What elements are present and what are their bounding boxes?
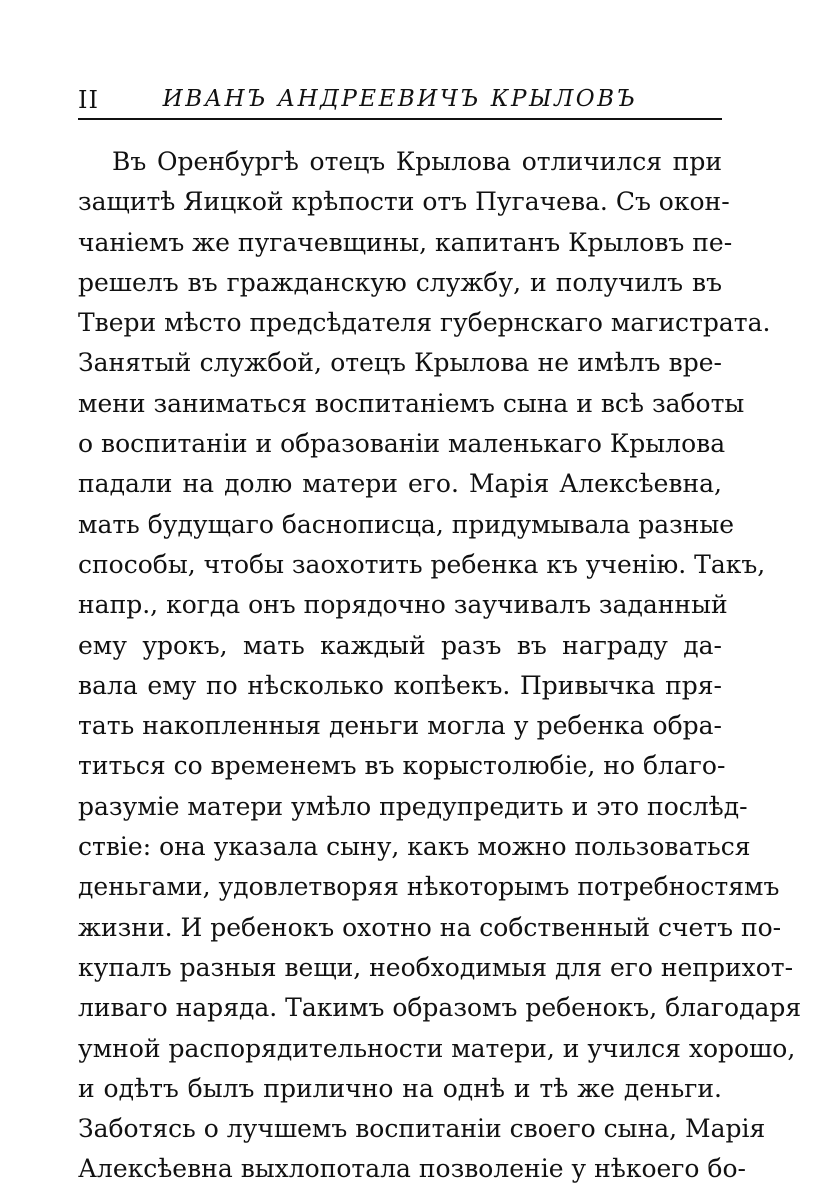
text-line: ему урокъ, мать каждый разъ въ награду да- — [78, 630, 722, 660]
text-line: способы, чтобы заохотить ребенка къ ученію. Такъ, — [78, 549, 766, 579]
text-line: падали на долю матери его. Марія Алексѣевна, — [78, 469, 722, 499]
text-line: и одѣтъ былъ прилично на однѣ и тѣ же деньги. — [78, 1073, 722, 1103]
text-line: Заботясь о лучшемъ воспитаніи своего сына, Марія — [78, 1114, 766, 1144]
running-title: ИВАНЪ АНДРЕЕВИЧЪ КРЫЛОВЪ — [162, 86, 638, 112]
text-line: о воспитаніи и образованіи маленькаго Крылова — [78, 429, 726, 459]
text-line: тать накопленныя деньги могла у ребенка обра- — [78, 711, 722, 741]
text-line: деньгами, удовлетворяя нѣкоторымъ потребностямъ — [78, 872, 780, 902]
text-line: ствіе: она указала сыну, какъ можно пользоваться — [78, 832, 751, 862]
text-line: напр., когда онъ порядочно заучивалъ заданный — [78, 590, 728, 620]
page-header — [78, 82, 722, 120]
text-line: мени заниматься воспитаніемъ сына и всѣ заботы — [78, 388, 745, 418]
text-line: титься со временемъ въ корыстолюбіе, но благо- — [78, 751, 726, 781]
text-line: разуміе матери умѣло предупредить и это послѣд- — [78, 791, 748, 821]
text-line: жизни. И ребенокъ охотно на собственный счетъ по- — [78, 912, 782, 942]
text-line: умной распорядительности матери, и учился хорошо, — [78, 1033, 796, 1063]
text-line: Твери мѣсто предсѣдателя губернскаго магистрата. — [78, 308, 771, 338]
text-line: мать будущаго баснописца, придумывала разные — [78, 509, 735, 539]
text-line: ливаго наряда. Такимъ образомъ ребенокъ, благодаря — [78, 993, 802, 1023]
text-line: купалъ разныя вещи, необходимыя для его неприхот- — [78, 952, 794, 982]
text-line: Въ Оренбургѣ отецъ Крылова отличился при — [112, 147, 722, 176]
text-line: вала ему по нѣсколько копѣекъ. Привычка пря- — [78, 670, 722, 700]
body-text — [78, 142, 802, 1190]
page-number: II — [78, 86, 99, 114]
text-line: защитѣ Яицкой крѣпости отъ Пугачева. Съ окон- — [78, 187, 730, 217]
text-line: Алексѣевна выхлопотала позволеніе у нѣкоего бо- — [78, 1154, 746, 1184]
text-line: чаніемъ же пугачевщины, капитанъ Крыловъ пе- — [78, 227, 733, 257]
text-line: решелъ въ гражданскую службу, и получилъ въ — [78, 267, 722, 297]
text-line: Занятый службой, отецъ Крылова не имѣлъ вре- — [78, 348, 722, 378]
